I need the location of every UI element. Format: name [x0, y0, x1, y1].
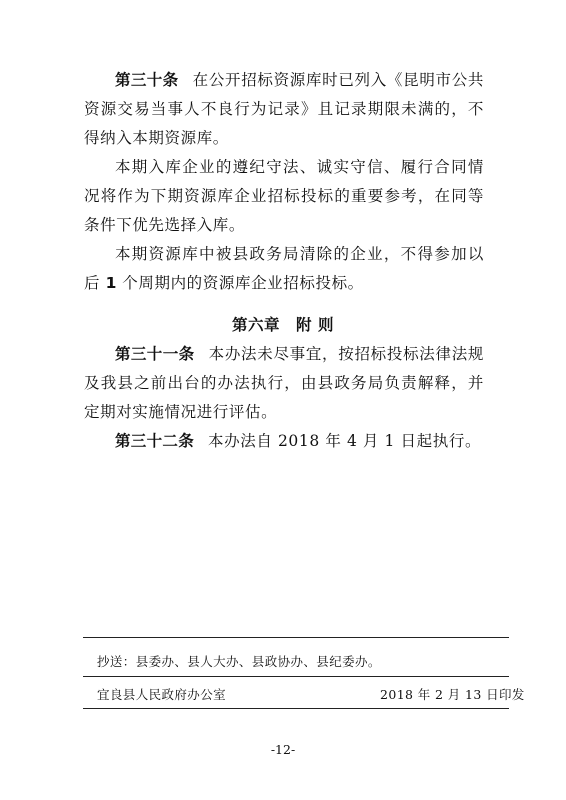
paragraph-removed-enterprises: [84, 240, 484, 298]
paragraph-record-reference: [84, 153, 484, 240]
paragraph-removed-text-a: 本期资源库中被县政务局清除的企业，不得参加以后: [84, 245, 484, 292]
page-number: -12-: [270, 742, 296, 757]
chapter-title: 附 则: [296, 316, 334, 334]
footer-middle-rule: [83, 676, 509, 677]
chapter-heading: [0, 315, 566, 335]
article-32-paragraph: [84, 427, 484, 456]
footer-top-rule: [83, 637, 509, 638]
issue-date: 2018 年 2 月 13 日印发: [380, 687, 525, 702]
chapter-number: 第六章: [232, 316, 281, 334]
article-31-heading: 第三十一条: [115, 345, 195, 363]
paragraph-removed-number: 1: [105, 274, 117, 292]
paragraph-removed-text-b: 个周期内的资源库企业招标投标。: [122, 274, 364, 292]
paragraph-record-reference-text: 本期入库企业的遵纪守法、诚实守信、履行合同情况将作为下期资源库企业招标投标的重要参考，在同等条件下优先选择入库。: [84, 158, 484, 234]
article-30-text: 在公开招标资源库时已列入《昆明市公共资源交易当事人不良行为记录》且记录期限未满的，不得纳入本期资源库。: [84, 71, 484, 147]
issuer-name: 宜良县人民政府办公室: [97, 687, 227, 702]
article-32-text: 本办法自 2018 年 4 月 1 日起执行。: [208, 432, 482, 450]
footer-bottom-rule: [83, 708, 509, 709]
article-30-paragraph: [84, 66, 484, 153]
article-32-heading: 第三十二条: [115, 432, 195, 450]
article-31-text: 本办法未尽事宜，按招标投标法律法规及我县之前出台的办法执行，由县政务局负责解释，并定期对实施情况进行评估。: [84, 345, 484, 421]
cc-line: 抄送：县委办、县人大办、县政协办、县纪委办。: [97, 654, 381, 669]
article-31-paragraph: [84, 340, 484, 427]
article-30-heading: 第三十条: [115, 71, 179, 89]
